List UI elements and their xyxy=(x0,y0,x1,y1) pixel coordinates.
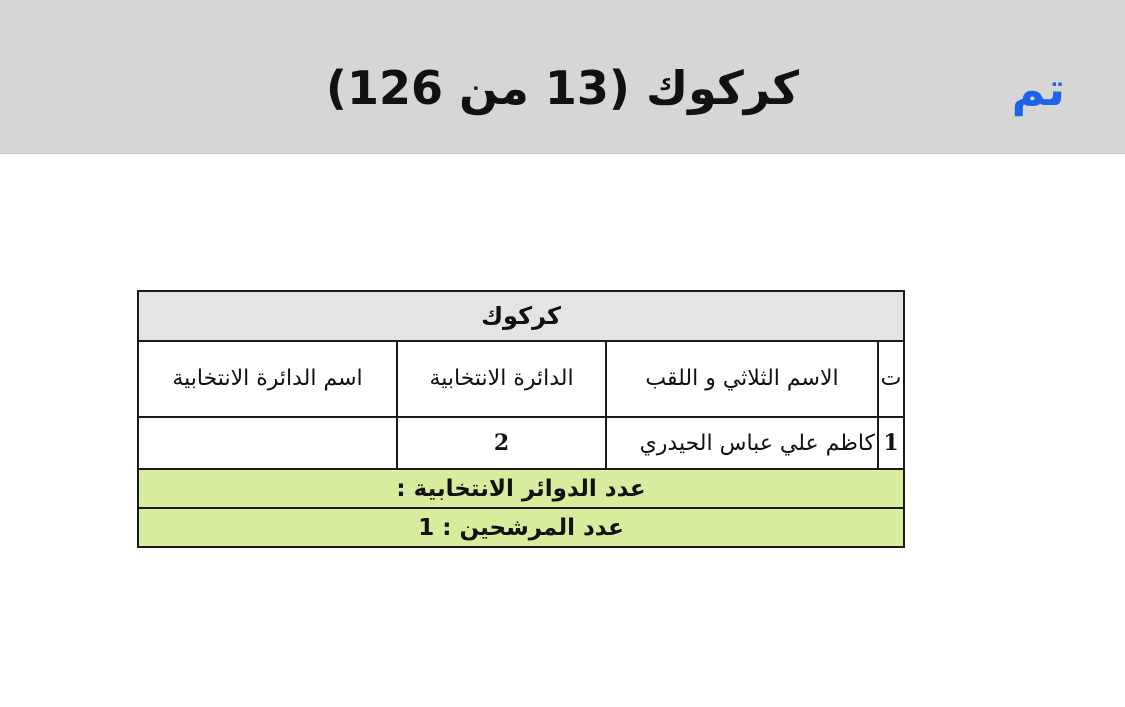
candidates-count-row xyxy=(138,508,904,547)
region-header-row xyxy=(138,291,904,341)
candidate-name: كاظم علي عباس الحيدري xyxy=(606,417,878,469)
districts-count-row xyxy=(138,469,904,508)
district-name xyxy=(138,417,397,469)
done-button[interactable]: تم xyxy=(1011,62,1065,116)
column-header-name: الاسم الثلاثي و اللقب xyxy=(606,341,878,417)
column-header-row xyxy=(138,341,904,417)
district-number: 2 xyxy=(397,417,606,469)
districts-count: عدد الدوائر الانتخابية : xyxy=(138,469,904,508)
column-header-district-name: اسم الدائرة الانتخابية xyxy=(138,341,397,417)
page-title: كركوك (13 من 126) xyxy=(325,61,800,115)
candidates-table xyxy=(137,290,905,548)
column-header-district: الدائرة الانتخابية xyxy=(397,341,606,417)
column-header-index: ت xyxy=(878,341,904,417)
candidates-count: عدد المرشحين : 1 xyxy=(138,508,904,547)
table-row xyxy=(138,417,904,469)
region-name: كركوك xyxy=(138,291,904,341)
row-index: 1 xyxy=(878,417,904,469)
top-navigation-bar xyxy=(0,0,1125,154)
